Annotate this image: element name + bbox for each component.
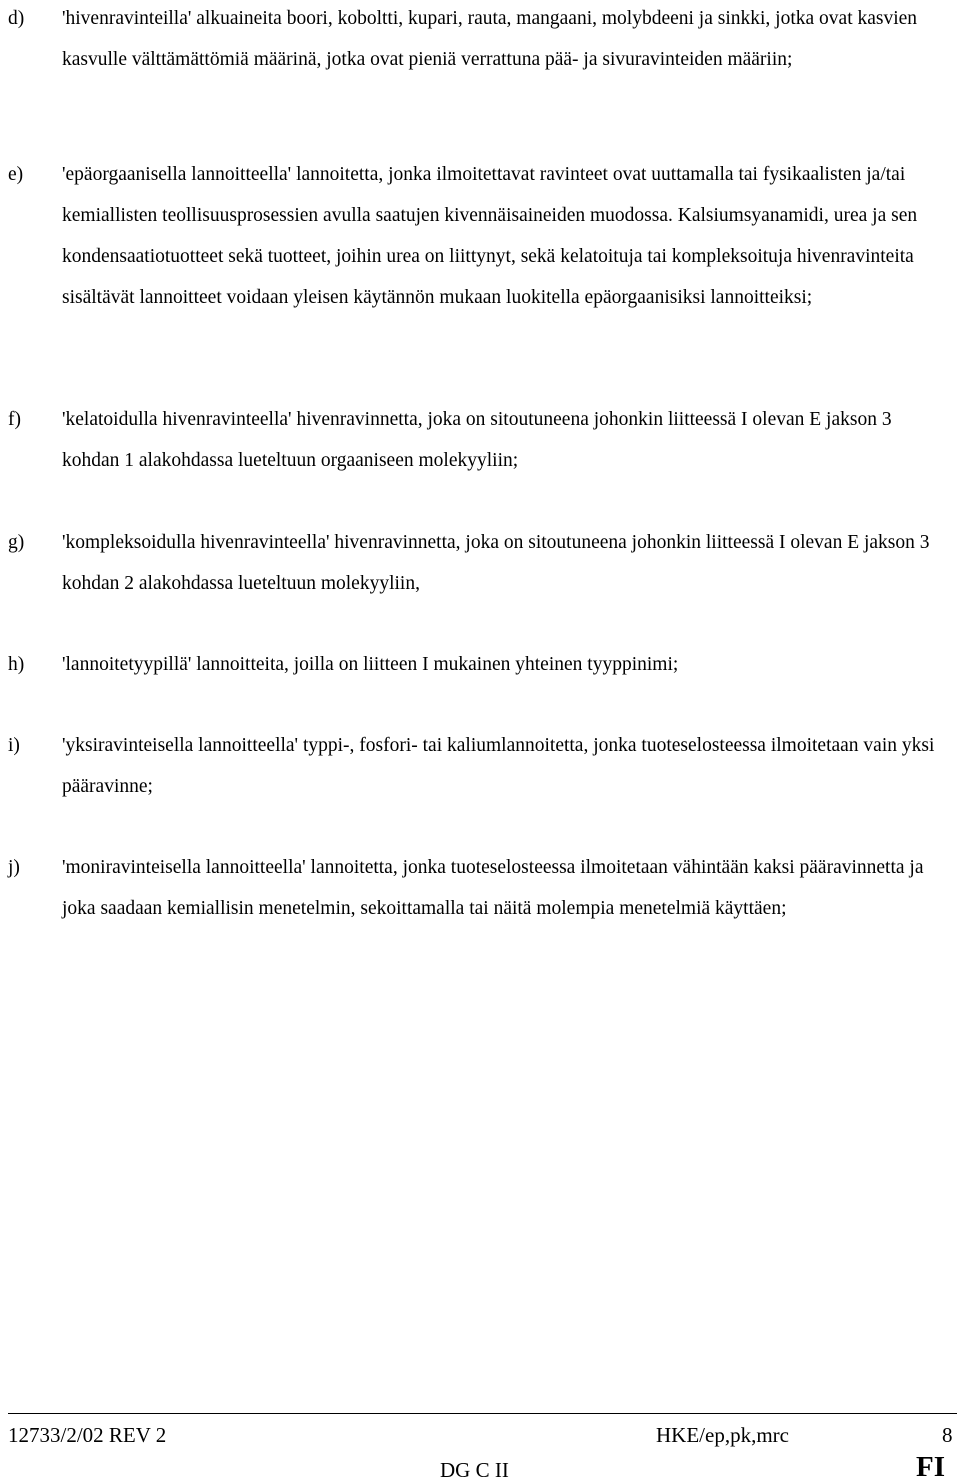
definition-label: j) [8, 857, 20, 878]
definition-label: i) [8, 735, 20, 756]
page-number: 8 [942, 1423, 953, 1447]
definition-g [8, 522, 948, 604]
definition-d [8, 0, 948, 80]
author-initials: HKE/ep,pk,mrc [656, 1423, 789, 1447]
definition-label: e) [8, 164, 24, 185]
definition-text: 'epäorgaanisella lannoitteella' lannoitetta, jonka ilmoitettavat ravinteet ovat uuttamalla tai fysikaalisten ja/tai kemiallisten teollisuusprosessien avulla saatujen kivennäisaineiden muodossa. Kalsiumsyanamidi, urea ja sen kondensaatiotuotteet sekä tuotteet, joihin urea on liittynyt, sekä kelatoituja tai kompleksoituja hivenravinteita sisältävät lannoitteet voidaan yleisen käytännön mukaan luokitella epäorgaanisiksi lannoitteiksi; [62, 164, 918, 308]
definition-e [8, 154, 948, 318]
directorate: DG C II [440, 1458, 509, 1482]
definition-text: 'yksiravinteisella lannoitteella' typpi-, fosfori- tai kaliumlannoitetta, jonka tuoteselosteessa ilmoitetaan vain yksi pääravinne; [62, 735, 935, 797]
definition-j [8, 847, 948, 929]
definition-label: h) [8, 654, 25, 675]
document-reference: 12733/2/02 REV 2 [8, 1423, 167, 1447]
definition-label: f) [8, 409, 21, 430]
definition-h [8, 644, 948, 685]
definition-label: g) [8, 532, 25, 553]
definition-f [8, 399, 948, 481]
definition-text: 'kompleksoidulla hivenravinteella' hivenravinnetta, joka on sitoutuneena johonkin liitteessä I olevan E jakson 3 kohdan 2 alakohdassa lueteltuun molekyyliin, [62, 532, 930, 594]
definition-i [8, 725, 948, 807]
language-code: FI [916, 1451, 945, 1483]
definition-text: 'moniravinteisella lannoitteella' lannoitetta, jonka tuoteselosteessa ilmoitetaan vähintään kaksi pääravinnetta ja joka saadaan kemiallisin menetelmin, sekoittamalla tai näitä molempia menetelmiä käyttäen; [62, 857, 924, 919]
definition-label: d) [8, 8, 25, 29]
definition-text: 'hivenravinteilla' alkuaineita boori, koboltti, kupari, rauta, mangaani, molybdeeni ja sinkki, jotka ovat kasvien kasvulle välttämättömiä määrinä, jotka ovat pieniä verrattuna pää- ja sivuravinteiden määriin; [62, 8, 918, 70]
definition-text: 'kelatoidulla hivenravinteella' hivenravinnetta, joka on sitoutuneena johonkin liitteessä I olevan E jakson 3 kohdan 1 alakohdassa lueteltuun orgaaniseen molekyyliin; [62, 409, 892, 471]
definition-text: 'lannoitetyypillä' lannoitteita, joilla on liitteen I mukainen yhteinen tyyppinimi; [62, 654, 679, 675]
footer-divider [8, 1413, 957, 1414]
